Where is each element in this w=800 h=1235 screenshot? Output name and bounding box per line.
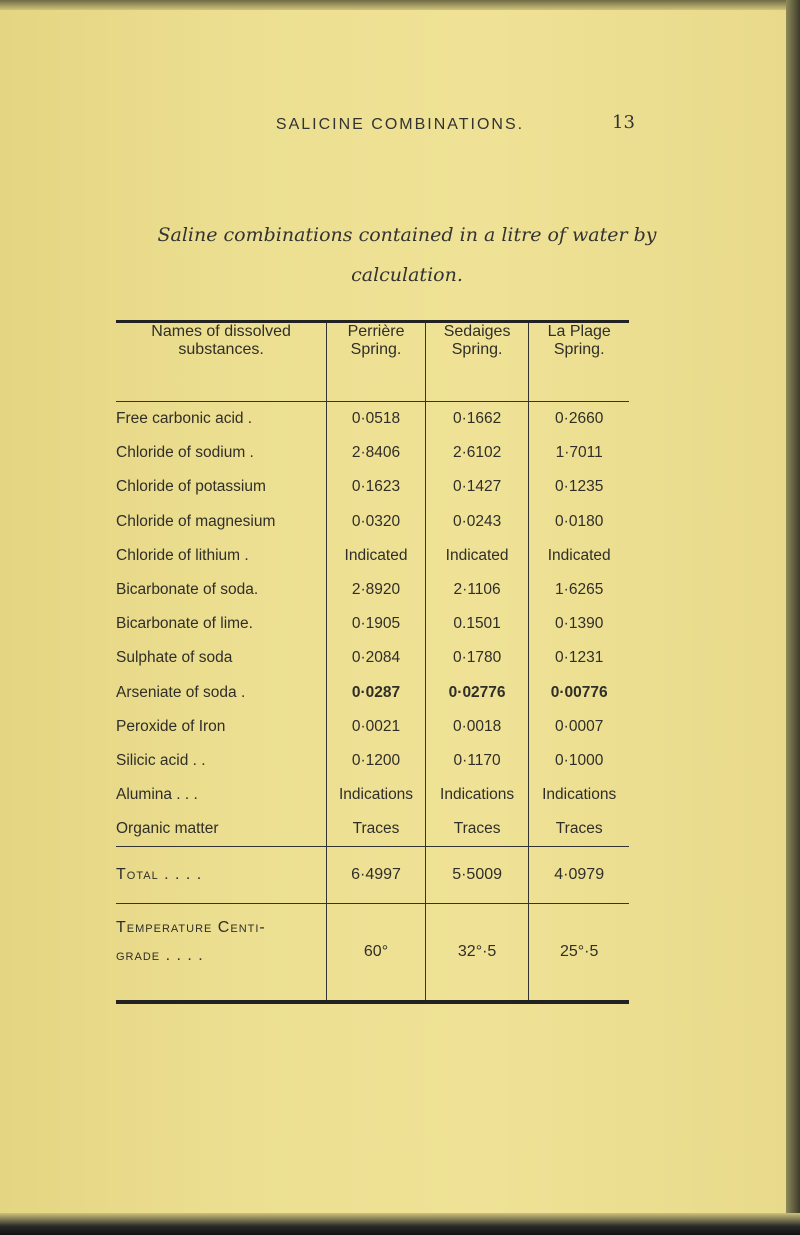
total-label: Total . . . . xyxy=(116,847,327,904)
table-row xyxy=(116,539,629,573)
sedaiges-value: 2·1106 xyxy=(425,573,529,607)
la-plage-value: Traces xyxy=(529,812,629,847)
table-row xyxy=(116,573,629,607)
substance-name: Sulphate of soda xyxy=(116,649,233,667)
perriere-value: Traces xyxy=(327,812,426,847)
perriere-value: 0·2084 xyxy=(327,641,426,675)
sedaiges-value: Indicated xyxy=(425,539,529,573)
sedaiges-value: 0·1170 xyxy=(425,744,529,778)
substance-name: Organic matter xyxy=(116,820,219,838)
sedaiges-value: 0.1501 xyxy=(425,607,529,641)
table-row xyxy=(116,505,629,539)
sedaiges-value: 0·1780 xyxy=(425,641,529,675)
la-plage-value: Indicated xyxy=(529,539,629,573)
substance-name: Chloride of magnesium xyxy=(116,512,276,530)
sedaiges-value: Indications xyxy=(425,778,529,812)
la-plage-total: 4·0979 xyxy=(529,847,629,904)
perriere-value: 0·1905 xyxy=(327,607,426,641)
page-top-edge xyxy=(0,0,800,10)
sedaiges-value: Traces xyxy=(425,812,529,847)
la-plage-value: 0·0180 xyxy=(529,505,629,539)
perriere-value: Indications xyxy=(327,778,426,812)
substance-name: Peroxide of Iron xyxy=(116,717,226,735)
substance-name: Silicic acid . . xyxy=(116,751,206,769)
sedaiges-total: 5·5009 xyxy=(425,847,529,904)
table-row xyxy=(116,641,629,675)
perriere-value: 2·8920 xyxy=(327,573,426,607)
table-row xyxy=(116,778,629,812)
saline-combinations-table xyxy=(116,320,629,1004)
la-plage-value: 0·1390 xyxy=(529,607,629,641)
table-caption xyxy=(0,215,800,295)
perriere-value: 0·1623 xyxy=(327,470,426,504)
la-plage-value: 0·0007 xyxy=(529,710,629,744)
sedaiges-value: 0·02776 xyxy=(425,676,529,710)
table-row xyxy=(116,402,629,437)
substance-name: Chloride of potassium xyxy=(116,478,266,496)
la-plage-value: 1·7011 xyxy=(529,436,629,470)
la-plage-value: 0·2660 xyxy=(529,402,629,437)
la-plage-value: Indications xyxy=(529,778,629,812)
sedaiges-value: 0·0243 xyxy=(425,505,529,539)
la-plage-value: 0·1235 xyxy=(529,470,629,504)
substance-name: Arseniate of soda . xyxy=(116,683,246,701)
table-row xyxy=(116,607,629,641)
sedaiges-value: 0·1427 xyxy=(425,470,529,504)
perriere-value: Indicated xyxy=(327,539,426,573)
perriere-value: 2·8406 xyxy=(327,436,426,470)
table-row xyxy=(116,436,629,470)
perriere-value: 0·0021 xyxy=(327,710,426,744)
perriere-value: 0·0320 xyxy=(327,505,426,539)
header-sedaiges: Sedaiges Spring. xyxy=(425,322,529,402)
table-row xyxy=(116,470,629,504)
perriere-total: 6·4997 xyxy=(327,847,426,904)
table-row xyxy=(116,676,629,710)
perriere-value: 0·0287 xyxy=(327,676,426,710)
running-head: SALICINE COMBINATIONS. xyxy=(275,116,525,133)
substance-name: Bicarbonate of lime. xyxy=(116,615,253,633)
total-row xyxy=(116,847,629,904)
sedaiges-value: 2·6102 xyxy=(425,436,529,470)
sedaiges-value: 0·0018 xyxy=(425,710,529,744)
page-right-edge xyxy=(786,0,800,1235)
table-row xyxy=(116,812,629,847)
substance-name: Free carbonic acid . xyxy=(116,402,327,437)
la-plage-temperature: 25°·5 xyxy=(529,904,629,1003)
substance-name: Bicarbonate of soda. xyxy=(116,581,259,599)
page-number: 13 xyxy=(612,112,635,133)
page-bottom-edge xyxy=(0,1213,800,1235)
table-header-row xyxy=(116,322,629,402)
header-substance-names: Names of dissolved substances. xyxy=(116,322,327,402)
caption-line-2: calculation. xyxy=(351,264,463,286)
temperature-row xyxy=(116,904,629,1003)
temperature-label xyxy=(116,904,327,1003)
la-plage-value: 0·1231 xyxy=(529,641,629,675)
header-la-plage: La Plage Spring. xyxy=(529,322,629,402)
perriere-value: 0·0518 xyxy=(327,402,426,437)
substance-name: Alumina . . . xyxy=(116,786,198,804)
temperature-label-line-1: Temperature Centi- xyxy=(116,919,266,937)
perriere-temperature: 60° xyxy=(327,904,426,1003)
header-perriere: Perrière Spring. xyxy=(327,322,426,402)
la-plage-value: 1·6265 xyxy=(529,573,629,607)
temperature-label-line-2: grade . . . . xyxy=(116,947,204,965)
substance-name: Chloride of sodium . xyxy=(116,444,254,462)
sedaiges-temperature: 32°·5 xyxy=(425,904,529,1003)
caption-line-1: Saline combinations contained in a litre of water by xyxy=(157,224,657,246)
perriere-value: 0·1200 xyxy=(327,744,426,778)
la-plage-value: 0·1000 xyxy=(529,744,629,778)
sedaiges-value: 0·1662 xyxy=(425,402,529,437)
table-row xyxy=(116,710,629,744)
substance-name: Chloride of lithium . xyxy=(116,546,249,564)
la-plage-value: 0·00776 xyxy=(529,676,629,710)
table-row xyxy=(116,744,629,778)
